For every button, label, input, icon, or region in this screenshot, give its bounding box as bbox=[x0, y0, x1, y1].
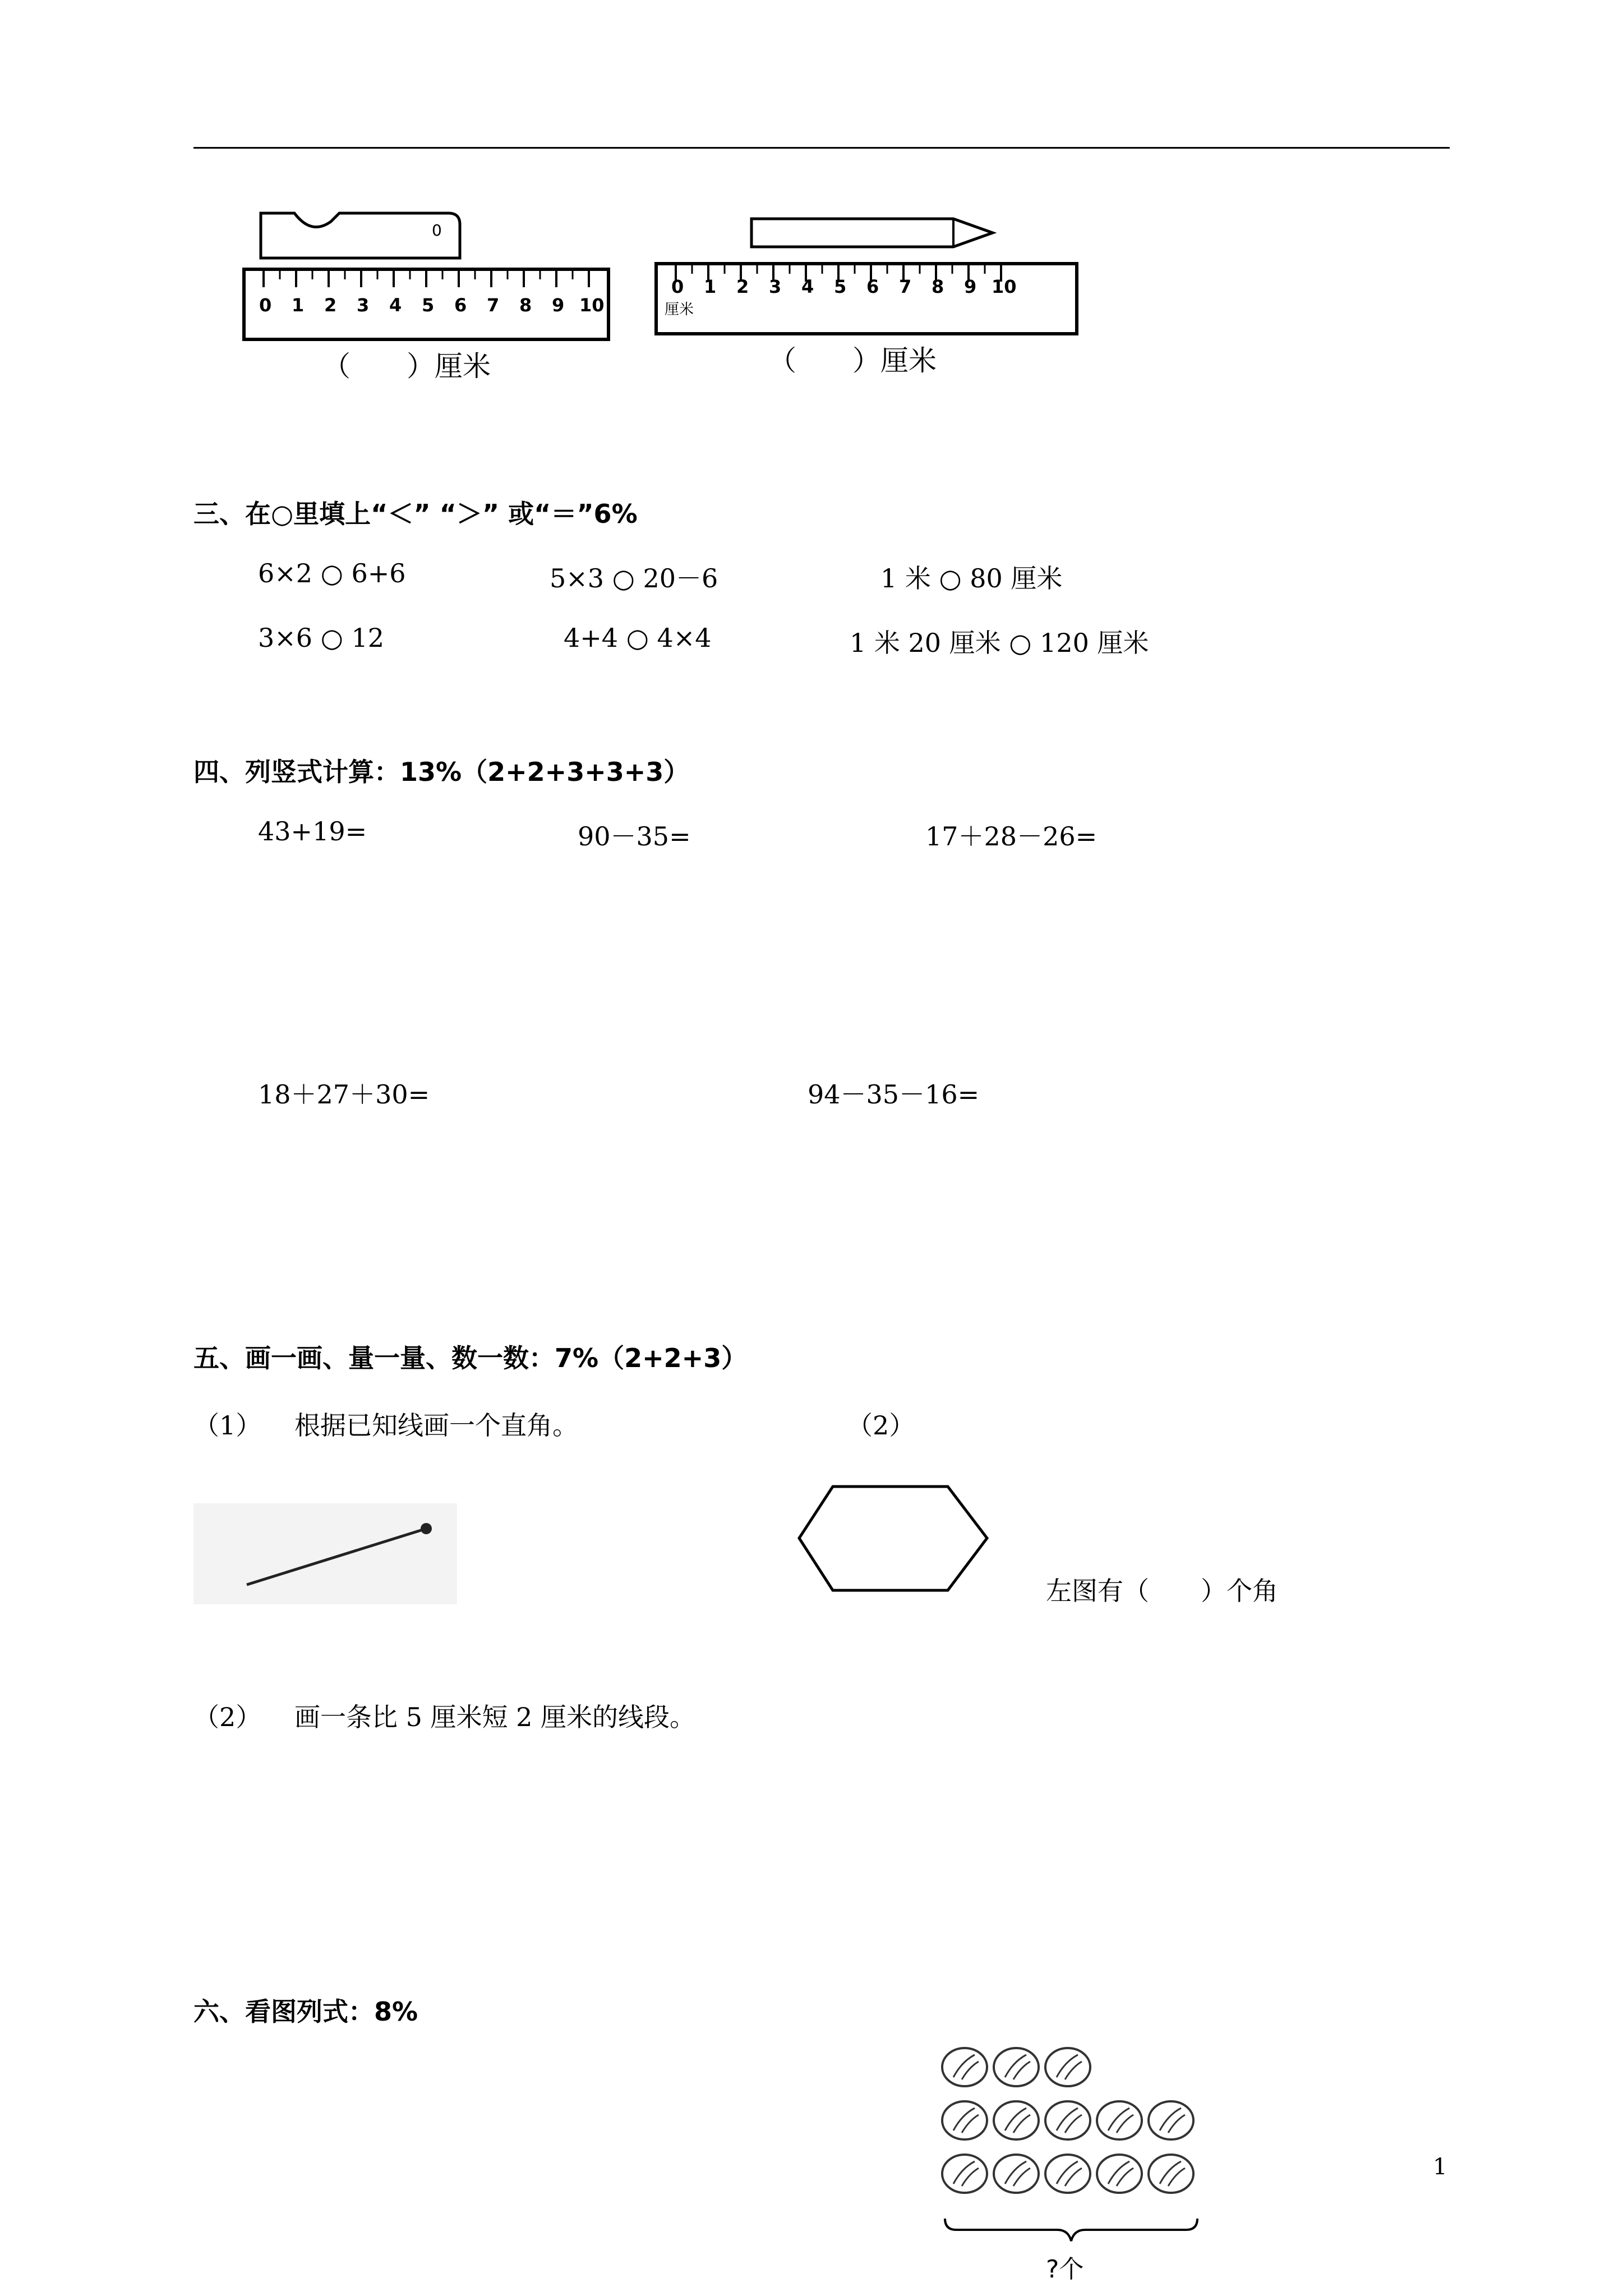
fruit bbox=[1045, 2155, 1090, 2193]
fruit-stroke bbox=[1117, 2168, 1133, 2186]
compare-item: 3×6 ○ 12 bbox=[258, 623, 384, 653]
fruit bbox=[942, 2048, 987, 2086]
ruler-tick-label: 5 bbox=[422, 295, 435, 316]
fruit-stroke bbox=[1013, 2168, 1030, 2186]
ruler-tick-label: 2 bbox=[324, 295, 337, 316]
section5-heading: 五、画一画、量一量、数一数：7%（2+2+3） bbox=[193, 1343, 748, 1373]
calc-item: 18＋27＋30= bbox=[258, 1079, 430, 1110]
fruit-stroke bbox=[1065, 2062, 1082, 2079]
ruler-tick-label: 1 bbox=[704, 276, 717, 297]
hexagon-figure bbox=[785, 1475, 1009, 1604]
question-text: 画一条比 5 厘米短 2 厘米的线段。 bbox=[294, 1702, 696, 1732]
header-rule bbox=[193, 147, 1450, 149]
ruler-left-ticks bbox=[259, 270, 605, 316]
compare-item: 1 米 ○ 80 厘米 bbox=[880, 563, 1063, 593]
section3-heading: 三、在○里填上“＜” “＞” 或“＝”6% bbox=[193, 499, 638, 529]
ruler-tick-label: 4 bbox=[801, 276, 814, 297]
fruit-stroke bbox=[962, 2168, 979, 2186]
calc-item: 43+19= bbox=[258, 816, 367, 846]
question-number: （2） bbox=[193, 1702, 262, 1732]
ruler-tick-label: 7 bbox=[899, 276, 912, 297]
fruit-stroke bbox=[962, 2062, 979, 2079]
ruler-tick-label: 9 bbox=[552, 295, 565, 316]
fruit bbox=[942, 2101, 987, 2139]
ruler-tick-label: 4 bbox=[389, 295, 402, 316]
ruler-figure-left bbox=[238, 202, 620, 393]
ruler-tick-label: 9 bbox=[964, 276, 977, 297]
calc-item: 94－35－16= bbox=[808, 1079, 980, 1110]
fruit-stroke bbox=[1013, 2062, 1030, 2079]
fruit bbox=[1149, 2101, 1193, 2139]
fruit bbox=[994, 2155, 1039, 2193]
ruler-tick-label: 8 bbox=[519, 295, 532, 316]
section6-heading: 六、看图列式：8% bbox=[193, 1996, 418, 2027]
fruit bbox=[1097, 2101, 1142, 2139]
fruit-stroke bbox=[1013, 2115, 1030, 2133]
compare-item: 6×2 ○ 6+6 bbox=[258, 558, 406, 588]
fruit-stroke bbox=[1117, 2115, 1133, 2133]
brace-shape bbox=[945, 2219, 1197, 2241]
fruit-grid bbox=[942, 2048, 1193, 2193]
compare-item: 1 米 20 厘米 ○ 120 厘米 bbox=[850, 628, 1149, 658]
ruler-tick-label: 10 bbox=[579, 295, 605, 316]
page-number: 1 bbox=[1433, 2154, 1447, 2180]
fruit bbox=[942, 2155, 987, 2193]
angle-count-text: 左图有（ ）个角 bbox=[1046, 1576, 1278, 1606]
calc-item: 17＋28－26= bbox=[925, 821, 1098, 852]
ruler-tick-label: 3 bbox=[357, 295, 370, 316]
ruler-tick-label: 0 bbox=[259, 295, 272, 316]
brace-label: ?个 bbox=[1046, 2255, 1084, 2284]
pencil-shape bbox=[751, 219, 993, 247]
ruler-tick-label: 10 bbox=[992, 276, 1017, 297]
section4-heading: 四、列竖式计算：13%（2+2+3+3+3） bbox=[193, 757, 690, 787]
compare-item: 5×3 ○ 20－6 bbox=[550, 563, 718, 593]
ruler-tick-label: 1 bbox=[292, 295, 305, 316]
fruit bbox=[994, 2101, 1039, 2139]
fruit-stroke bbox=[1168, 2168, 1185, 2186]
answer-right: （ ）厘米 bbox=[768, 344, 937, 377]
ruler-tick-label: 3 bbox=[769, 276, 782, 297]
ruler-tick-label: 6 bbox=[866, 276, 879, 297]
fruit bbox=[994, 2048, 1039, 2086]
ruler-figure-right bbox=[651, 202, 1088, 393]
fruit-stroke bbox=[1168, 2115, 1185, 2133]
question-number: （1） bbox=[193, 1410, 262, 1441]
compare-item: 4+4 ○ 4×4 bbox=[564, 623, 712, 653]
eraser-shape bbox=[261, 213, 460, 258]
given-line-figure bbox=[193, 1487, 463, 1610]
ruler-right-ticks bbox=[671, 265, 1017, 297]
ruler-tick-label: 2 bbox=[736, 276, 749, 297]
fruit-stroke bbox=[962, 2115, 979, 2133]
fruit-stroke bbox=[1065, 2115, 1082, 2133]
line-endpoint bbox=[421, 1523, 432, 1534]
answer-left: （ ）厘米 bbox=[322, 350, 491, 383]
ruler-unit: 厘米 bbox=[665, 301, 694, 318]
fruit bbox=[1149, 2155, 1193, 2193]
fruit bbox=[1045, 2048, 1090, 2086]
fruit bbox=[1097, 2155, 1142, 2193]
fruit-stroke bbox=[1065, 2168, 1082, 2186]
ruler-tick-label: 0 bbox=[671, 276, 684, 297]
hexagon-shape bbox=[799, 1487, 987, 1590]
ruler-tick-label: 8 bbox=[932, 276, 944, 297]
question-text: 根据已知线画一个直角。 bbox=[294, 1410, 578, 1441]
object-label: 0 bbox=[432, 221, 442, 240]
ruler-tick-label: 6 bbox=[454, 295, 467, 316]
fruit-figure bbox=[931, 2031, 1223, 2294]
ruler-tick-label: 5 bbox=[834, 276, 847, 297]
ruler-right-body bbox=[656, 264, 1077, 334]
ruler-tick-label: 7 bbox=[487, 295, 500, 316]
calc-item: 90－35= bbox=[578, 821, 691, 852]
question-number: （2） bbox=[847, 1410, 915, 1441]
fruit bbox=[1045, 2101, 1090, 2139]
